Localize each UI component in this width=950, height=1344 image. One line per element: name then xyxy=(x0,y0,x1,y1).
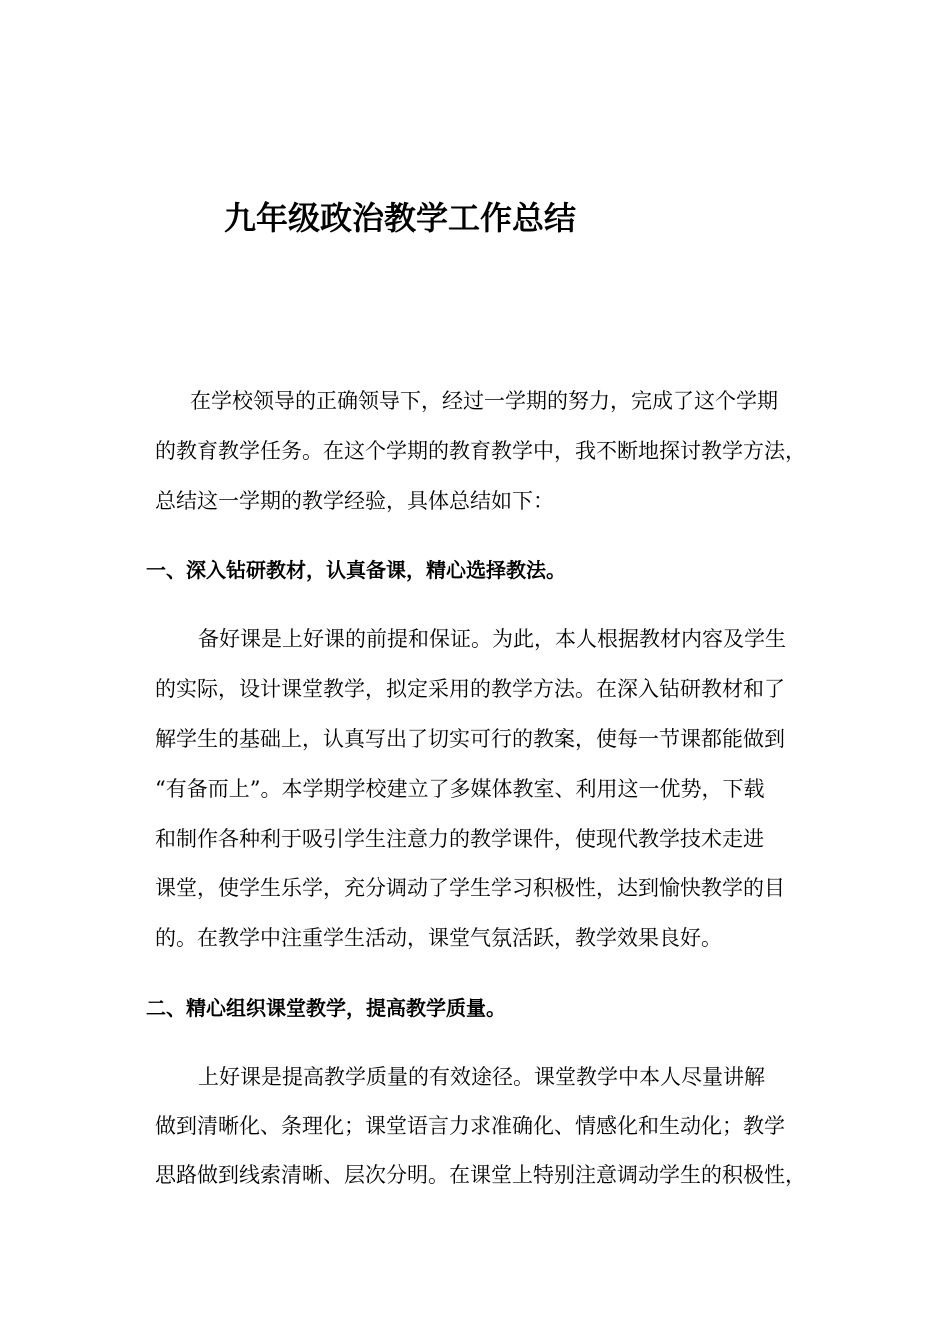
document-title: 九年级政治教学工作总结 xyxy=(224,199,577,237)
section-heading-2: 二、精心组织课堂教学，提高教学质量。 xyxy=(146,996,506,1020)
paragraph-line: 课堂，使学生乐学，充分调动了学生学习积极性，达到愉快教学的目 xyxy=(155,876,785,900)
intro-line: 总结这一学期的教学经验，具体总结如下： xyxy=(155,489,554,513)
paragraph-line: “有备而上”。本学期学校建立了多媒体教室、利用这一优势，下载 xyxy=(155,777,765,801)
paragraph-line: 的实际，设计课堂教学，拟定采用的教学方法。在深入钻研教材和了 xyxy=(155,677,785,701)
intro-line: 的教育教学任务。在这个学期的教育教学中，我不断地探讨教学方法， xyxy=(155,439,806,463)
intro-line: 在学校领导的正确领导下，经过一学期的努力，完成了这个学期 xyxy=(190,389,778,413)
paragraph-line: 的。在教学中注重学生活动，课堂气氛活跃，教学效果良好。 xyxy=(155,926,722,950)
paragraph-line: 和制作各种利于吸引学生注意力的教学课件，使现代教学技术走进 xyxy=(155,827,764,851)
paragraph-line: 备好课是上好课的前提和保证。为此，本人根据教材内容及学生 xyxy=(198,627,786,651)
paragraph-line: 上好课是提高教学质量的有效途径。课堂教学中本人尽量讲解 xyxy=(198,1065,765,1089)
section-heading-1: 一、深入钻研教材，认真备课，精心选择教法。 xyxy=(146,558,566,582)
paragraph-line: 做到清晰化、条理化；课堂语言力求准确化、情感化和生动化；教学 xyxy=(155,1114,785,1138)
paragraph-line: 思路做到线索清晰、层次分明。在课堂上特别注意调动学生的积极性， xyxy=(155,1163,806,1187)
paragraph-line: 解学生的基础上，认真写出了切实可行的教案，使每一节课都能做到 xyxy=(155,727,785,751)
